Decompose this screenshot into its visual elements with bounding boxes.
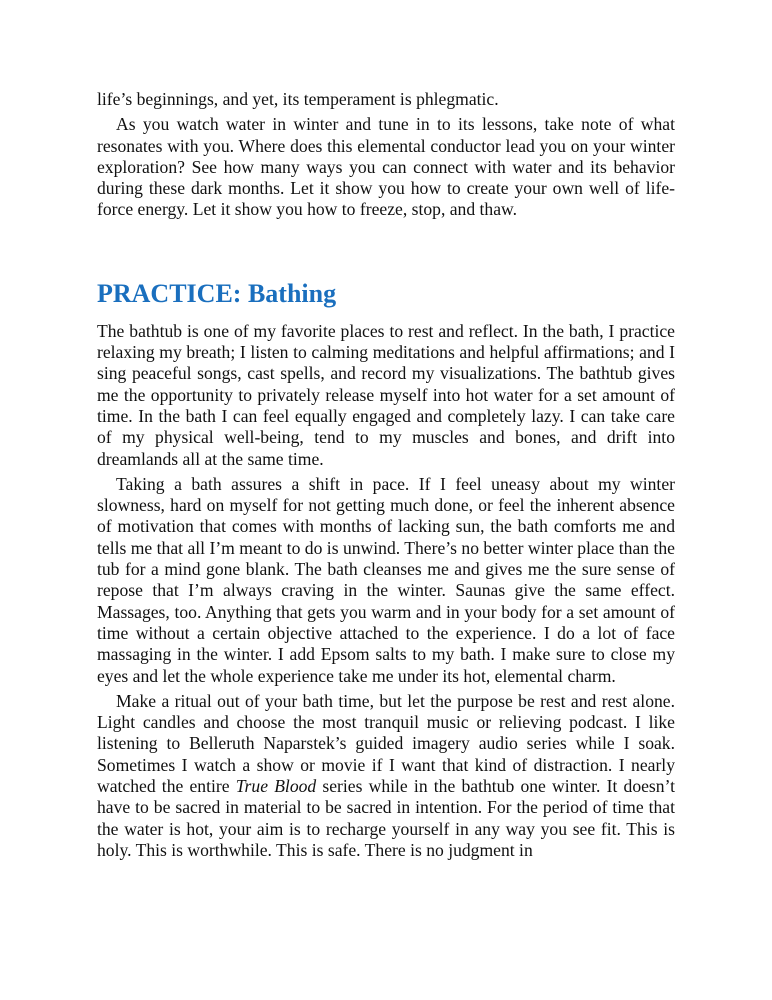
book-page — [97, 89, 675, 861]
paragraph-text: series while in the bathtub one winter. It doesn’t have to be sacred in material to be sacred in intention. For the period of time that the water is hot, your aim is to recharge yourself in any way you see fit. This is holy. This is worthwhile. This is safe. There is no judgment in — [97, 776, 675, 860]
section-spacer — [97, 221, 675, 279]
section-heading — [97, 279, 675, 309]
intro-paragraph: As you watch water in winter and tune in to its lessons, take note of what resonates with you. Where does this elemental conductor lead you on your winter exploration? See how many ways you can connect with water and its behavior during these dark months. Let it show you how to create your own well of life-force energy. Let it show you how to freeze, stop, and thaw. — [97, 114, 675, 220]
body-paragraph: The bathtub is one of my favorite places to rest and reflect. In the bath, I practice relaxing my breath; I listen to calming meditations and helpful affirmations; and I sing peaceful songs, cast spells, and record my visualizations. The bathtub gives me the opportunity to privately release myself into hot water for a set amount of time. In the bath I can feel equally engaged and completely lazy. I can take care of my physical well-being, tend to my muscles and bones, and drift into dreamlands all at the same time. — [97, 320, 675, 469]
section-heading-label: PRACTICE: — [97, 278, 242, 308]
show-title-italic: True Blood — [235, 776, 317, 797]
body-paragraph: Taking a bath assures a shift in pace. If I feel uneasy about my winter slowness, hard on myself for not getting much done, or feel the inherent absence of motivation that comes with months of lacking sun, the bath comforts me and tells me that all I’m meant to do is unwind. There’s no better winter place than the tub for a mind gone blank. The bath cleanses me and gives me the sure sense of repose that I’m always craving in the winter. Saunas give the same effect. Massages, too. Anything that gets you warm and in your body for a set amount of time without a certain objective attached to the experience. I do a lot of face massaging in the winter. I add Epsom salts to my bath. I make sure to close my eyes and let the whole experience take me under its hot, elemental charm. — [97, 473, 675, 686]
section-heading-title: Bathing — [247, 278, 337, 308]
body-paragraph-last — [97, 691, 675, 861]
paragraph-text: Make a ritual out of your bath time, but let the purpose be rest and rest alone. Light candles and choose the most tranquil music or relieving podcast. I like listening to Belleruth Naparstek’s guided imagery audio series while I soak. Sometimes I watch a show or movie if I want that kind of distraction. I nearly watched the entire — [97, 690, 675, 797]
intro-continuation: life’s beginnings, and yet, its temperament is phlegmatic. — [97, 89, 499, 109]
